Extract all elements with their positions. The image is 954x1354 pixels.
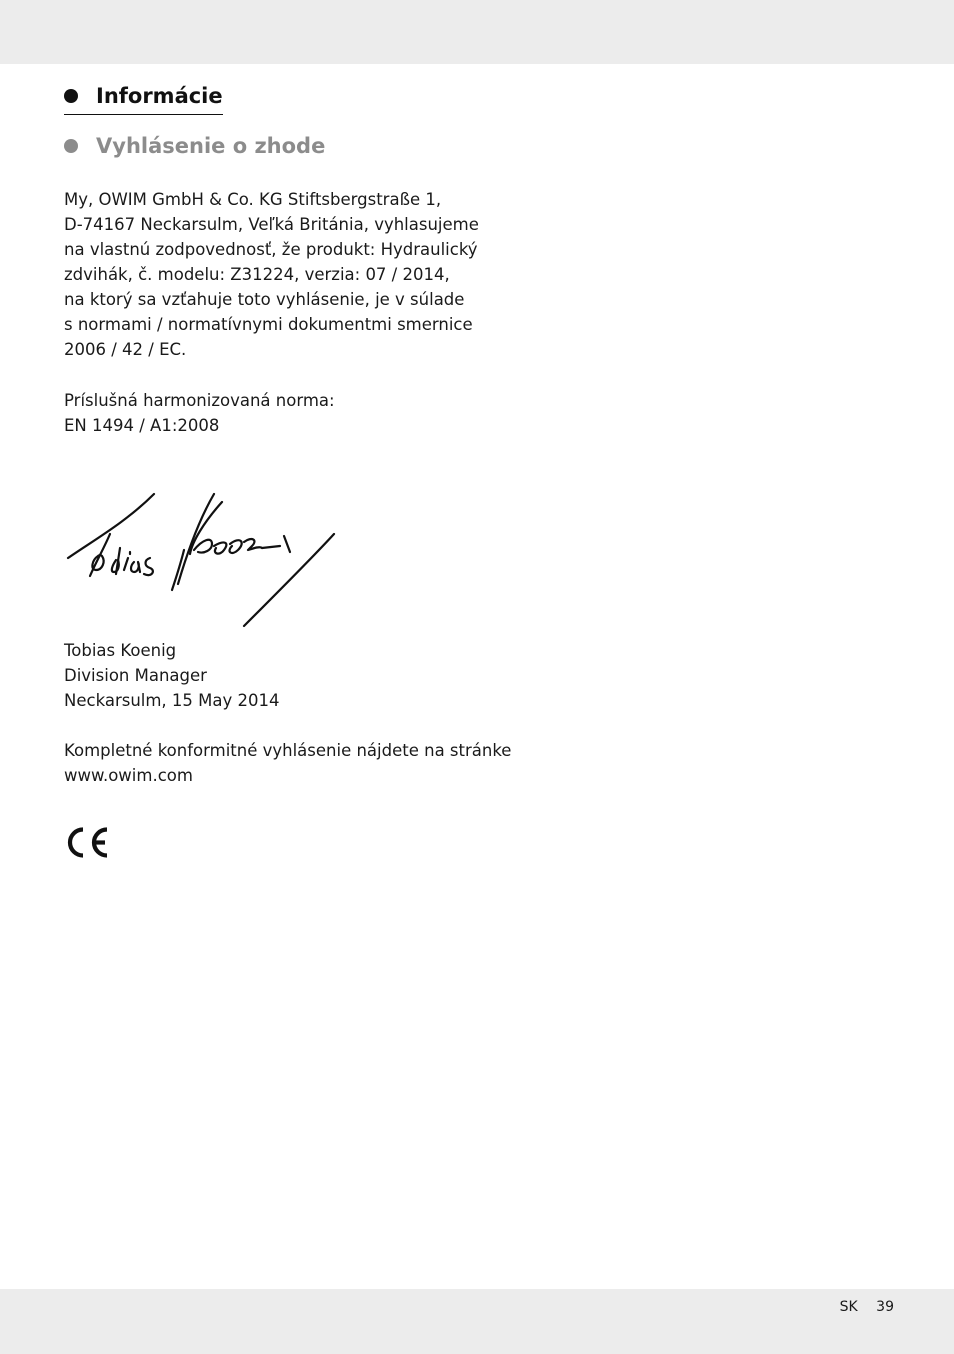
bullet-icon bbox=[64, 89, 78, 103]
signature-image bbox=[64, 488, 354, 630]
ce-mark-icon bbox=[64, 826, 110, 859]
declaration-line: s normami / normatívnymi dokumentmi smernice bbox=[64, 315, 473, 334]
signer-title: Division Manager bbox=[64, 666, 207, 685]
heading-underline bbox=[64, 114, 223, 115]
harmonized-norm bbox=[64, 388, 484, 438]
bullet-icon bbox=[64, 139, 78, 153]
more-info bbox=[64, 738, 512, 788]
declaration-line: zdvihák, č. modelu: Z31224, verzia: 07 / 2014, bbox=[64, 265, 450, 284]
declaration-line: My, OWIM GmbH & Co. KG Stiftsbergstraße 1, bbox=[64, 190, 442, 209]
page-number: 39 bbox=[876, 1299, 894, 1315]
heading-declaration-text: Vyhlásenie o zhode bbox=[96, 134, 326, 158]
norm-line: EN 1494 / A1:2008 bbox=[64, 416, 220, 435]
declaration-paragraph bbox=[64, 187, 484, 362]
bottom-band bbox=[0, 1289, 954, 1354]
signer-block bbox=[64, 638, 484, 713]
norm-line: Príslušná harmonizovaná norma: bbox=[64, 391, 335, 410]
declaration-line: 2006 / 42 / EC. bbox=[64, 340, 187, 359]
signer-name: Tobias Koenig bbox=[64, 641, 177, 660]
website-link[interactable]: www.owim.com bbox=[64, 766, 193, 785]
declaration-line: na vlastnú zodpovednosť, že produkt: Hydraulický bbox=[64, 240, 478, 259]
declaration-line: D-74167 Neckarsulm, Veľká Británia, vyhlasujeme bbox=[64, 215, 479, 234]
top-band bbox=[0, 0, 954, 64]
page-footer bbox=[826, 1299, 894, 1315]
declaration-line: na ktorý sa vzťahuje toto vyhlásenie, je v súlade bbox=[64, 290, 465, 309]
heading-info-text: Informácie bbox=[96, 84, 223, 108]
language-code: SK bbox=[839, 1299, 858, 1315]
section-heading-info bbox=[64, 84, 223, 108]
signer-place-date: Neckarsulm, 15 May 2014 bbox=[64, 691, 280, 710]
more-info-line: Kompletné konformitné vyhlásenie nájdete na stránke bbox=[64, 741, 512, 760]
section-heading-declaration bbox=[64, 134, 325, 158]
